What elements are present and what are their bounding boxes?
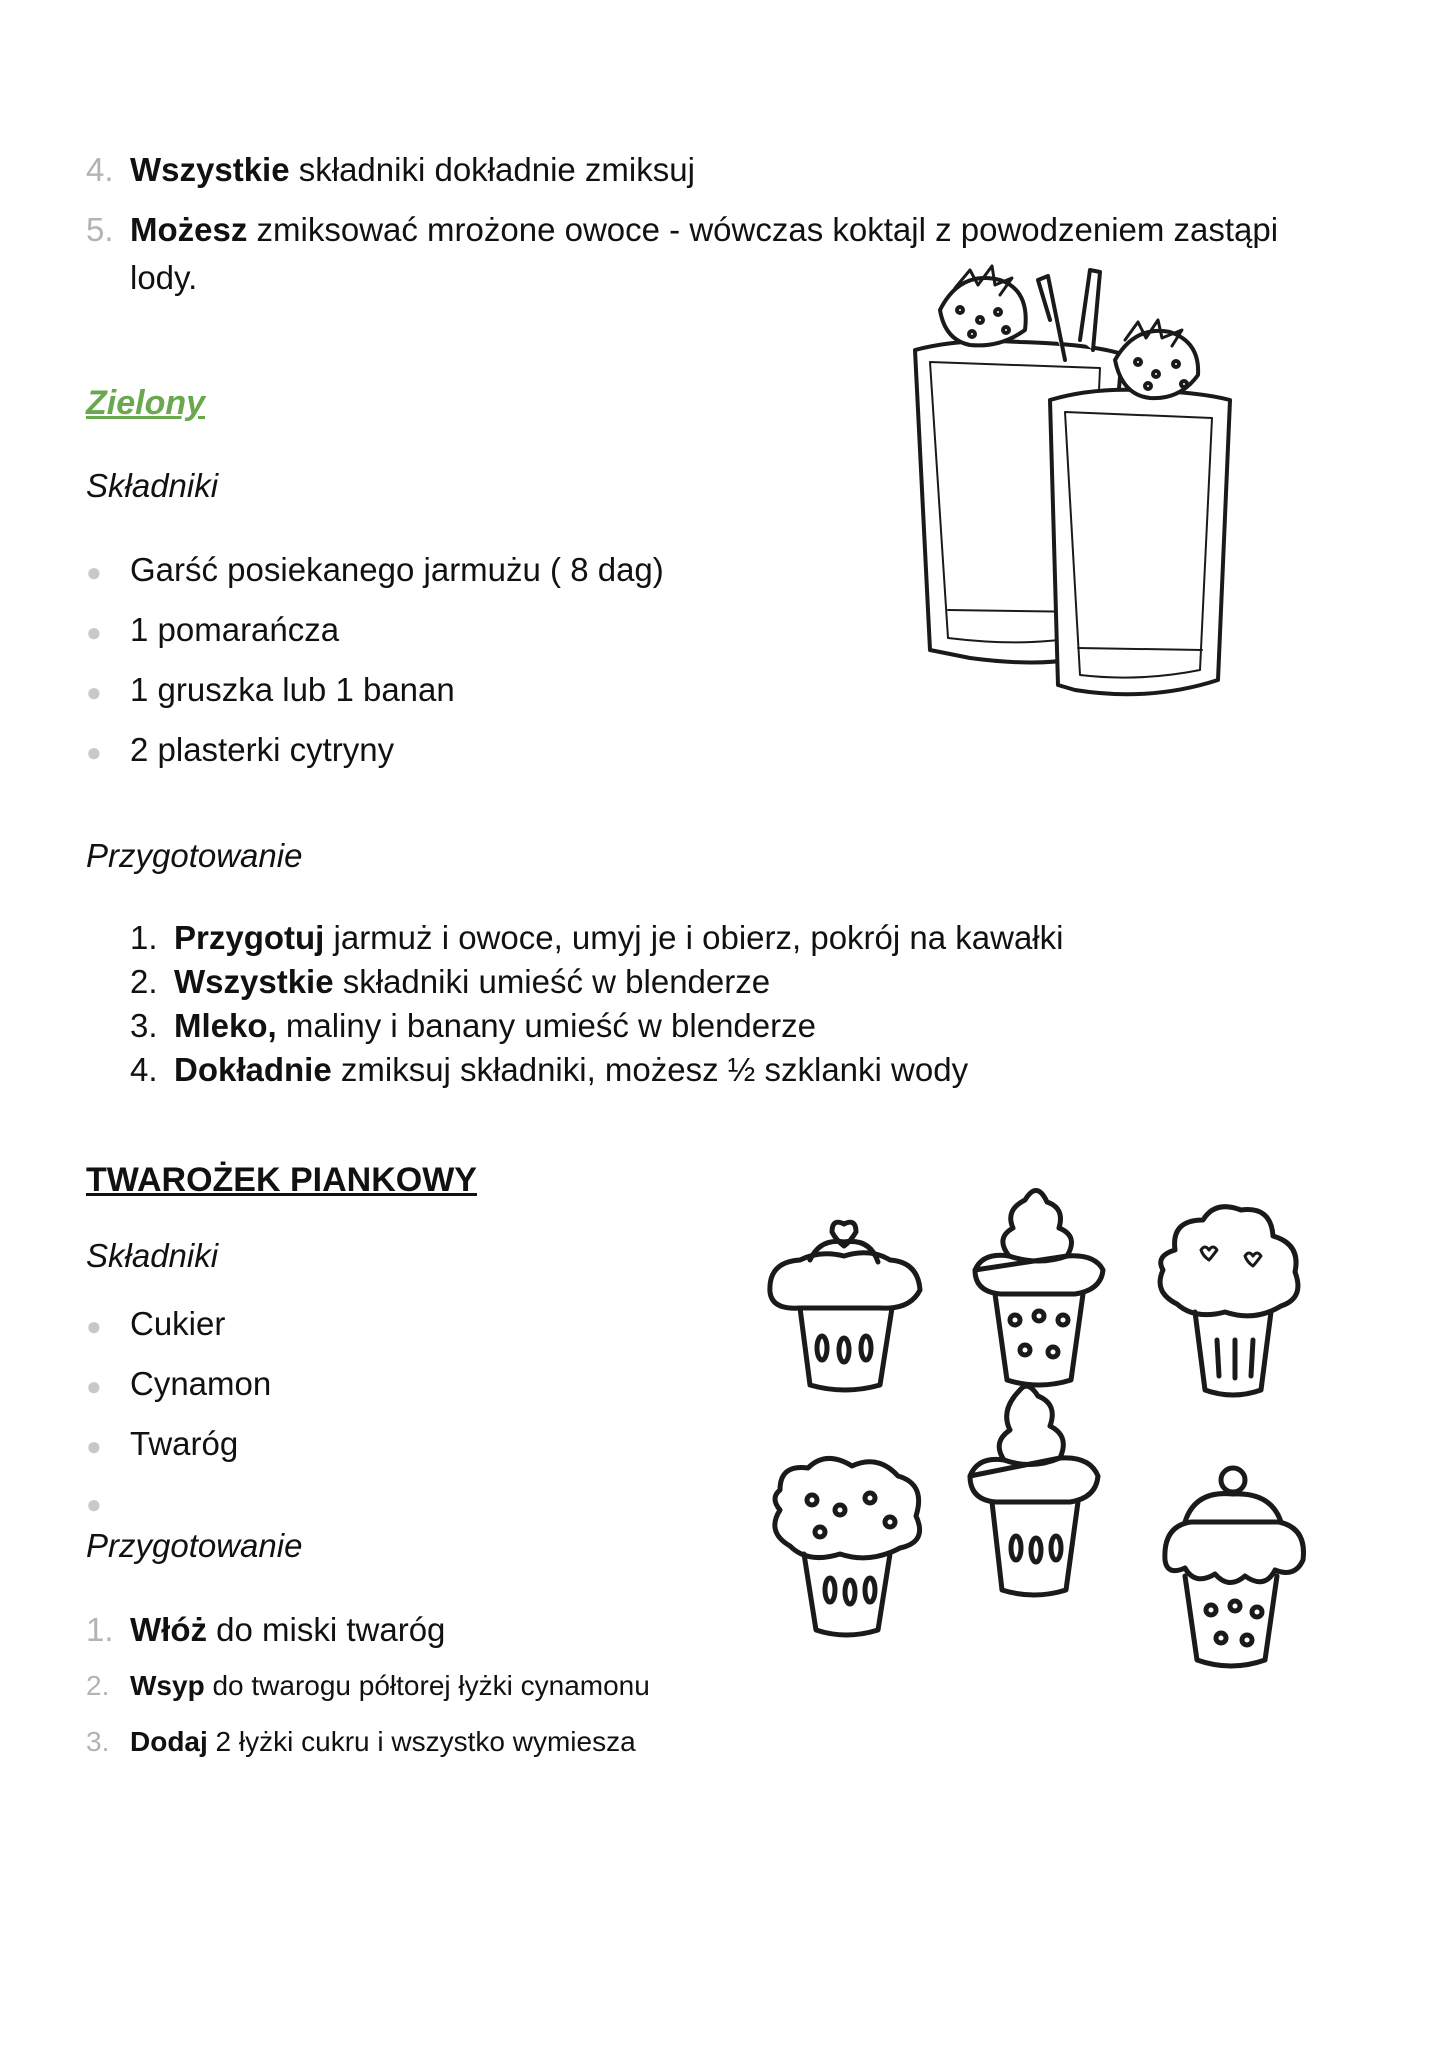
- bullet-icon: ●: [86, 1431, 102, 1462]
- ingredient-item: ● 1 gruszka lub 1 banan: [86, 670, 455, 712]
- section-title-zielony: Zielony: [86, 384, 206, 422]
- prep-step: 3. Dodaj 2 łyżki cukru i wszystko wymiesza: [86, 1726, 636, 1757]
- bullet-icon: ●: [86, 737, 102, 768]
- ingredients-label-zielony: Składniki: [86, 467, 219, 504]
- ingredient-item: ● Twaróg: [86, 1424, 238, 1466]
- prep-step: 1. Włóż do miski twaróg: [86, 1611, 446, 1648]
- prep-label-twarozek: Przygotowanie: [86, 1527, 303, 1564]
- ingredient-item: ● Cukier: [86, 1304, 225, 1346]
- ingredient-item: ● 1 pomarańcza: [86, 610, 339, 652]
- bullet-icon: ●: [86, 1311, 102, 1342]
- ingredient-item-empty: [86, 1482, 130, 1524]
- step-4-top: 4. Wszystkie składniki dokładnie zmiksuj: [86, 151, 695, 188]
- bullet-icon: ●: [86, 1489, 102, 1520]
- bullet-icon: ●: [86, 617, 102, 648]
- bullet-icon: ●: [86, 1371, 102, 1402]
- ingredient-item: ● Cynamon: [86, 1364, 271, 1406]
- bullet-icon: ●: [86, 557, 102, 588]
- prep-label-zielony: Przygotowanie: [86, 837, 303, 874]
- section-title-twarozek: TWAROŻEK PIANKOWY: [86, 1161, 477, 1199]
- prep-step: 4. Dokładnie zmiksuj składniki, możesz ½ szklanki wody: [130, 1051, 969, 1088]
- ingredients-label-twarozek: Składniki: [86, 1237, 219, 1274]
- step-5-continuation: lody.: [130, 259, 198, 296]
- prep-step: 2. Wsyp do twarogu półtorej łyżki cynamonu: [86, 1670, 650, 1701]
- bullet-icon: ●: [86, 677, 102, 708]
- prep-step: 2. Wszystkie składniki umieść w blenderze: [130, 963, 771, 1000]
- step-5-top: 5. Możesz zmiksować mrożone owoce - wówczas koktajl z powodzeniem zastąpi: [86, 211, 1279, 248]
- smoothie-glasses-illustration: [900, 250, 1240, 720]
- cupcakes-illustration: [760, 1180, 1340, 1700]
- ingredient-item: ● Garść posiekanego jarmużu ( 8 dag): [86, 550, 664, 592]
- ingredient-item: ● 2 plasterki cytryny: [86, 730, 394, 772]
- prep-step: 3. Mleko, maliny i banany umieść w blenderze: [130, 1007, 816, 1044]
- prep-step: 1. Przygotuj jarmuż i owoce, umyj je i obierz, pokrój na kawałki: [130, 919, 1064, 956]
